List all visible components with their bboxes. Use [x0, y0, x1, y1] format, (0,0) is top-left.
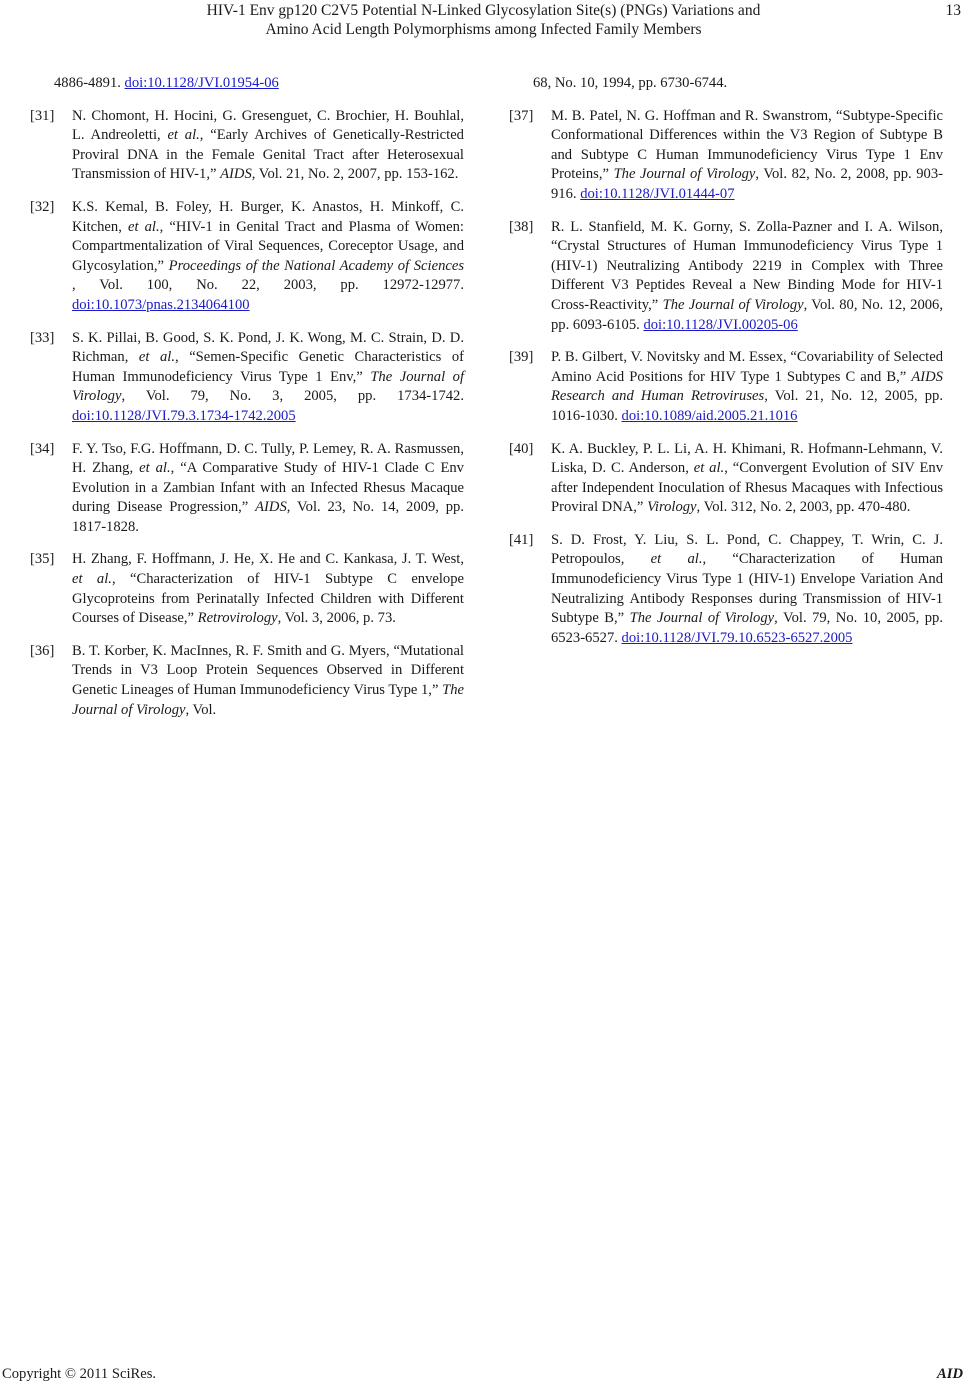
reference-number: [33]	[30, 329, 55, 346]
journal-name: Virology	[647, 499, 697, 516]
reference-entry	[509, 531, 943, 649]
reference-details: , Vol. 79, No. 3, 2005, pp. 1734-1742.	[121, 388, 464, 405]
reference-entry	[30, 550, 464, 628]
copyright-notice: Copyright © 2011 SciRes.	[2, 1366, 157, 1382]
reference-text	[72, 107, 464, 185]
reference-text	[551, 218, 943, 336]
journal-name: The Journal of Virology	[629, 610, 775, 627]
reference-title: , “HIV-1 in Genital Tract and Plasma of Women: Compartmentalization of Viral Sequences, Coreceptor Usage, and Glycosylation,”	[72, 218, 464, 274]
reference-text	[551, 348, 943, 426]
journal-abbreviation: AID	[937, 1366, 963, 1382]
reference-authors: M. B. Patel, N. G. Hoffman and R. Swanstrom,	[551, 107, 832, 124]
reference-entry	[509, 440, 943, 518]
reference-text	[551, 107, 943, 205]
reference-authors: K.S. Kemal, B. Foley, H. Burger, K. Anastos, H. Minkoff, C. Kitchen,	[72, 198, 464, 235]
reference-continuation	[30, 74, 464, 94]
doi-link[interactable]: doi:10.1128/JVI.01954-06	[124, 75, 279, 91]
reference-entry	[30, 198, 464, 316]
header-title-line-1: HIV-1 Env gp120 C2V5 Potential N-Linked Glycosylation Site(s) (PNGs) Variations and	[206, 2, 761, 19]
reference-text	[72, 329, 464, 427]
reference-entry	[509, 107, 943, 205]
reference-number: [37]	[509, 107, 534, 124]
reference-details: , Vol. 23, No. 14, 2009, pp. 1817-1828.	[72, 499, 465, 535]
reference-details: , Vol.	[185, 701, 217, 718]
reference-title: “Crystal Structures of Human Immunodeficiency Virus Type 1 (HIV-1) Neutralizing Antibody 2219 in Complex with Three Different V3 Peptides Reveal a New Binding Mode for HIV-1 Cross-Reactivity,”	[551, 238, 943, 313]
reference-authors: S. D. Frost, Y. Liu, S. L. Pond, C. Chappey, T. Wrin, C. J. Petropoulos,	[551, 531, 943, 568]
reference-title: “Subtype-Specific Conformational Differences within the V3 Region of Subtype B and Subtype C Human Immunodeficiency Virus Type 1 Env Proteins,”	[551, 107, 943, 183]
reference-number: [38]	[509, 218, 534, 235]
reference-authors: S. K. Pillai, B. Good, S. K. Pond, J. K. Wong, M. C. Strain, D. D. Richman,	[72, 329, 464, 366]
reference-entry	[509, 348, 943, 426]
reference-number: [39]	[509, 349, 534, 366]
reference-details: , Vol. 312, No. 2, 2003, pp. 470-480.	[696, 499, 911, 516]
journal-name: The Journal of Virology	[613, 166, 756, 183]
continuation-text: 68, No. 10, 1994, pp. 6730-6744.	[533, 75, 728, 91]
journal-name: AIDS	[255, 499, 287, 516]
reference-entry	[30, 642, 464, 720]
journal-name: The Journal of Virology	[72, 682, 464, 718]
page-number: 13	[945, 2, 961, 19]
continuation-text: 4886-4891.	[54, 75, 121, 91]
reference-text	[72, 550, 464, 628]
et-al: et al.	[693, 460, 725, 477]
reference-details: , Vol. 79, No. 10, 2005, pp. 6523-6527.	[551, 610, 943, 646]
doi-link[interactable]: doi:10.1128/JVI.00205-06	[643, 316, 798, 333]
reference-column-right	[509, 74, 943, 661]
reference-text	[72, 440, 464, 538]
header-title-line-2: Amino Acid Length Polymorphisms among Infected Family Members	[265, 21, 702, 38]
reference-details: , Vol. 80, No. 12, 2006, pp. 6093-6105.	[551, 296, 943, 333]
journal-name: Retrovirology	[197, 610, 278, 627]
reference-title: “Mutational Trends in V3 Loop Protein Sequences Observed in Different Genetic Lineages of Human Immunodeficiency Virus Type 1,”	[72, 642, 464, 699]
reference-authors: P. B. Gilbert, V. Novitsky and M. Essex,	[551, 349, 787, 366]
reference-details: , Vol. 100, No. 22, 2003, pp. 12972-12977.	[72, 277, 464, 294]
reference-entry	[30, 329, 464, 427]
reference-entry	[509, 218, 943, 336]
doi-link[interactable]: doi:10.1073/pnas.2134064100	[72, 296, 250, 313]
reference-title: , “Characterization of Human Immunodeficiency Virus Type 1 (HIV-1) Envelope Variation And Neutralizing Antibody Responses during Transmission of HIV-1 Subtype B,”	[551, 551, 943, 627]
reference-number: [32]	[30, 198, 55, 215]
reference-authors: H. Zhang, F. Hoffmann, J. He, X. He and C. Kankasa, J. T. West,	[72, 551, 464, 568]
reference-text	[551, 531, 943, 649]
doi-link[interactable]: doi:10.1128/JVI.79.10.6523-6527.2005	[621, 629, 853, 646]
reference-title: , “Early Archives of Genetically-Restricted Proviral DNA in the Female Genital Tract after Heterosexual Transmission of HIV-1,”	[72, 127, 464, 183]
reference-title: , “A Comparative Study of HIV-1 Clade C Env Evolution in a Zambian Infant with an Infected Rhesus Macaque during Disease Progression,”	[72, 460, 464, 516]
reference-authors: K. A. Buckley, P. L. Li, A. H. Khimani, R. Hofmann-Lehmann, V. Liska, D. C. Anderson,	[551, 440, 943, 477]
reference-authors: B. T. Korber, K. MacInnes, R. F. Smith and G. Myers,	[72, 642, 390, 659]
reference-column-left	[30, 74, 464, 733]
reference-authors: F. Y. Tso, F.G. Hoffmann, D. C. Tully, P. Lemey, R. A. Rasmussen, H. Zhang,	[72, 440, 464, 477]
et-al: et al.	[139, 460, 171, 477]
et-al: et al.	[127, 218, 160, 235]
reference-title: , “Convergent Evolution of SIV Env after Independent Inoculation of Rhesus Macaques with Infectious Proviral DNA,”	[551, 460, 944, 516]
journal-name: AIDS Research and Human Retroviruses	[551, 368, 943, 405]
doi-link[interactable]: doi:10.1089/aid.2005.21.1016	[621, 407, 798, 424]
reference-title: , “Characterization of HIV-1 Subtype C envelope Glycoproteins from Perinatally Infected Children with Different Courses of Disease,”	[72, 571, 464, 627]
journal-name: The Journal of Virology	[72, 368, 464, 405]
doi-link[interactable]: doi:10.1128/JVI.01444-07	[580, 185, 735, 202]
reference-number: [35]	[30, 551, 55, 568]
reference-details: , Vol. 21, No. 2, 2007, pp. 153-162.	[251, 166, 459, 183]
et-al: et al.	[138, 349, 175, 366]
journal-name: Proceedings of the National Academy of Sciences	[168, 257, 464, 274]
reference-number: [34]	[30, 440, 55, 457]
et-al: et al.	[167, 127, 200, 144]
reference-continuation	[509, 74, 943, 94]
reference-entry	[30, 107, 464, 185]
reference-text	[551, 440, 943, 518]
reference-details: , Vol. 82, No. 2, 2008, pp. 903-916.	[551, 166, 943, 202]
journal-name: AIDS	[220, 166, 252, 183]
journal-name: The Journal of Virology	[662, 296, 804, 313]
reference-authors: R. L. Stanfield, M. K. Gorny, S. Zolla-Pazner and I. A. Wilson,	[551, 218, 943, 235]
page-footer	[0, 1366, 967, 1386]
reference-title: , “Semen-Specific Genetic Characteristics of Human Immunodeficiency Virus Type 1 Env,”	[72, 349, 464, 385]
reference-title: “Covariability of Selected Amino Acid Positions for HIV Type 1 Subtypes C and B,”	[551, 349, 943, 385]
reference-number: [40]	[509, 440, 534, 457]
reference-details: , Vol. 21, No. 12, 2005, pp. 1016-1030.	[551, 388, 943, 424]
doi-link[interactable]: doi:10.1128/JVI.79.3.1734-1742.2005	[72, 407, 296, 424]
et-al: et al.	[72, 571, 112, 588]
reference-number: [31]	[30, 107, 55, 124]
reference-text	[72, 642, 464, 720]
reference-details: , Vol. 3, 2006, p. 73.	[277, 610, 396, 627]
et-al: et al.	[650, 551, 703, 568]
reference-authors: N. Chomont, H. Hocini, G. Gresenguet, C. Brochier, H. Bouhlal, L. Andreoletti,	[72, 107, 464, 144]
reference-number: [36]	[30, 642, 55, 659]
reference-entry	[30, 440, 464, 538]
reference-text	[72, 198, 464, 316]
reference-number: [41]	[509, 531, 534, 548]
